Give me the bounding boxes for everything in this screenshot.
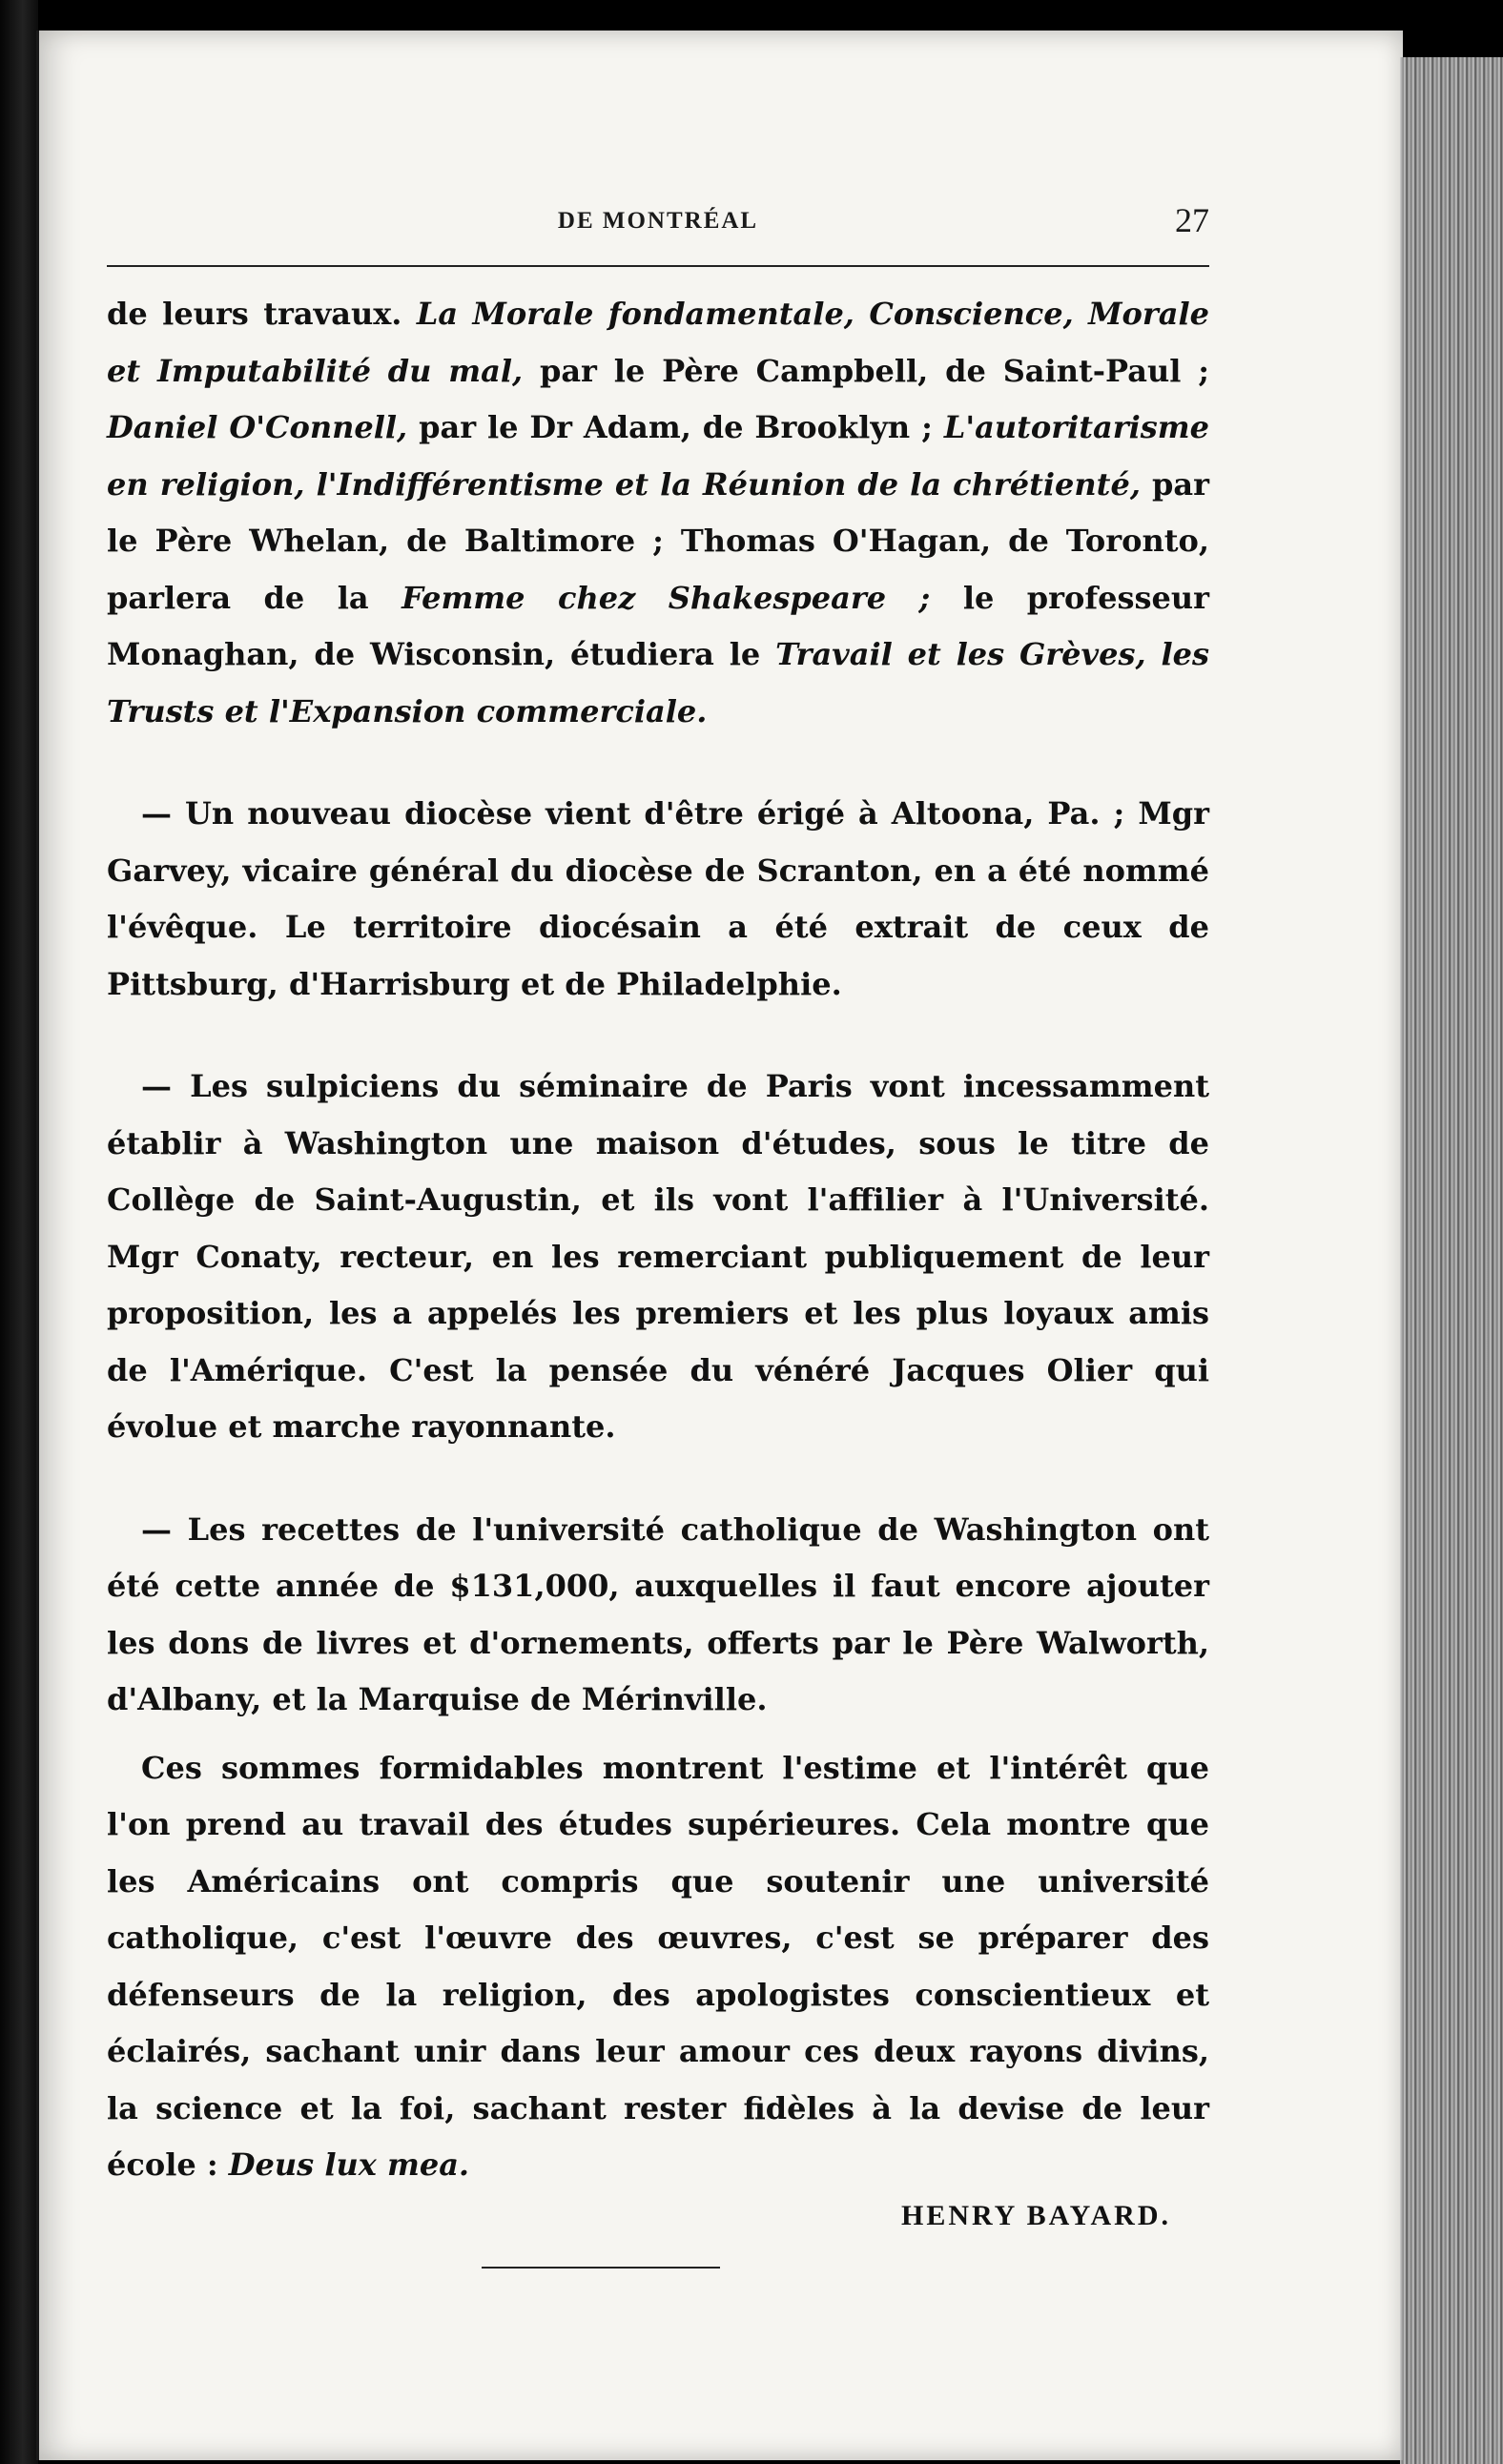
text-run: — Les recettes de l'université catholique de Washington ont été cette année de $131,000, auxquelles il faut encore ajouter les dons de livres et d'ornements, offerts par le Père Walworth, d'Albany, et la Marquise de Mérinville.	[107, 1510, 1209, 1717]
header-rule	[107, 265, 1209, 267]
running-head	[107, 191, 1209, 257]
paragraph-recettes	[107, 1502, 1209, 1729]
signature: HENRY BAYARD.	[901, 2199, 1171, 2231]
paragraph-continuation	[107, 286, 1209, 740]
paragraph-sommes	[107, 1740, 1209, 2194]
text-run: — Un nouveau diocèse vient d'être érigé à Altoona, Pa. ; Mgr Garvey, vicaire général du diocèse de Scranton, en a été nommé l'évêque. Le territoire diocésain a été extrait de ceux de Pittsburg, d'Harrisburg et de Philadelphie.	[107, 795, 1209, 1002]
text-run: de leurs travaux.	[107, 296, 417, 332]
book-binding-shadow	[0, 0, 38, 2464]
text-run: par le Père Campbell, de Saint-Paul ;	[523, 352, 1210, 389]
text-run: par le Père Whelan, de Baltimore ; Thomas O'Hagan, de Toronto, parlera de la	[107, 465, 1210, 616]
page-edges	[1400, 57, 1503, 2464]
text-run: par le Dr Adam, de Brooklyn ;	[407, 409, 944, 445]
italic-text: L'autoritarisme en religion, l'Indifférentisme et la Réunion de la chrétienté,	[107, 409, 1210, 503]
running-title: DE MONTRÉAL	[557, 208, 759, 234]
italic-text: Femme chez Shakespeare ;	[401, 579, 931, 616]
page-number: 27	[1175, 201, 1209, 239]
text-run: Ces sommes formidables montrent l'estime et l'intérêt que l'on prend au travail des études supérieures. Cela montre que les Américains ont compris que soutenir une université catholique, c'est l'œuvre des œuvres, c'est se préparer des défenseurs de la religion, des apologistes conscientieux et éclairés, sachant unir dans leur amour ces deux rayons divins, la science et la foi, sachant rester fidèles à la devise de leur école :	[107, 1749, 1209, 2183]
italic-text: La Morale fondamentale, Conscience, Morale et Imputabilité du mal,	[107, 296, 1209, 389]
text-block	[107, 191, 1209, 2269]
italic-text: Travail et les Grèves, les Trusts et l'Expansion commerciale.	[107, 636, 1210, 729]
paragraph-altoona	[107, 786, 1209, 1013]
italic-text: Daniel O'Connell,	[107, 409, 408, 445]
italic-text: Deus lux mea.	[228, 2146, 470, 2183]
text-run: — Les sulpiciens du séminaire de Paris vont incessamment établir à Washington une maison d'études, sous le titre de Collège de Saint-Augustin, et ils vont l'affilier à l'Université. Mgr Conaty, recteur, en les remerciant publiquement de leur proposition, les a appelés les premiers et les plus loyaux amis de l'Amérique. C'est la pensée du vénéré Jacques Olier qui évolue et marche rayonnante.	[107, 1068, 1209, 1445]
end-rule	[482, 2267, 720, 2269]
paragraph-sulpiciens	[107, 1058, 1209, 1456]
text-run: le professeur Monaghan, de Wisconsin, étudiera le	[107, 579, 1210, 672]
